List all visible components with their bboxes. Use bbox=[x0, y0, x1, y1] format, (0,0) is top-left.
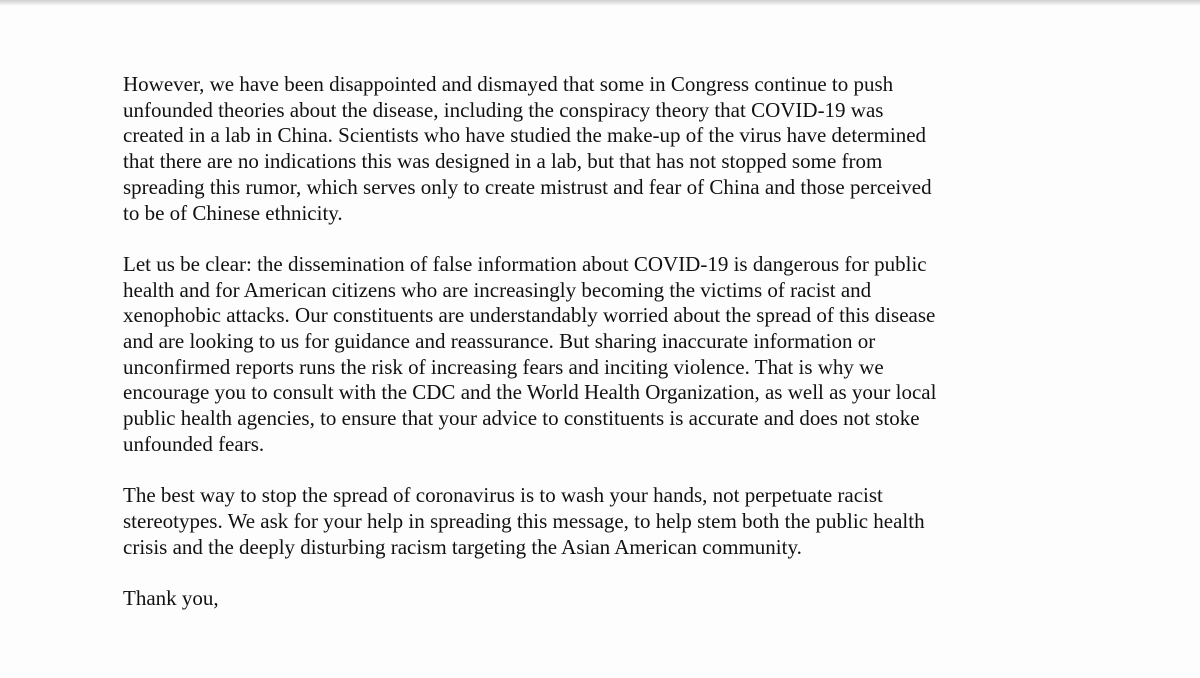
text-line: crisis and the deeply disturbing racism targeting the Asian American community. bbox=[123, 534, 802, 559]
text-line: stereotypes. We ask for your help in spreading this message, to help stem both the public health bbox=[123, 508, 925, 533]
closing-salutation: Thank you, bbox=[123, 586, 219, 611]
paragraph-false-information bbox=[123, 252, 1163, 458]
text-line: health and for American citizens who are increasingly becoming the victims of racist and bbox=[123, 277, 872, 302]
text-line: encourage you to consult with the CDC and the World Health Organization, as well as your local bbox=[123, 380, 937, 405]
letter-body bbox=[123, 72, 1163, 612]
text-line: and are looking to us for guidance and reassurance. But sharing inaccurate information or bbox=[123, 329, 876, 354]
text-line: Let us be clear: the dissemination of false information about COVID-19 is dangerous for public bbox=[123, 251, 927, 276]
text-line: xenophobic attacks. Our constituents are understandably worried about the spread of this disease bbox=[123, 303, 936, 328]
paragraph-congress-theories bbox=[123, 72, 1163, 226]
text-line: created in a lab in China. Scientists who have studied the make-up of the virus have determined bbox=[123, 123, 927, 148]
text-line: public health agencies, to ensure that your advice to constituents is accurate and does not stoke bbox=[123, 406, 920, 431]
text-line: However, we have been disappointed and dismayed that some in Congress continue to push bbox=[123, 72, 894, 96]
text-line: unconfirmed reports runs the risk of increasing fears and inciting violence. That is why we bbox=[123, 354, 884, 379]
text-line: that there are no indications this was designed in a lab, but that has not stopped some from bbox=[123, 149, 883, 174]
text-line: to be of Chinese ethnicity. bbox=[123, 200, 343, 225]
text-line: spreading this rumor, which serves only to create mistrust and fear of China and those perceived bbox=[123, 174, 932, 199]
text-line: unfounded theories about the disease, including the conspiracy theory that COVID-19 was bbox=[123, 97, 884, 122]
text-line: unfounded fears. bbox=[123, 431, 265, 456]
paragraph-wash-hands bbox=[123, 483, 1163, 560]
text-line: The best way to stop the spread of coronavirus is to wash your hands, not perpetuate racist bbox=[123, 483, 883, 508]
page-top-edge bbox=[0, 0, 1200, 6]
